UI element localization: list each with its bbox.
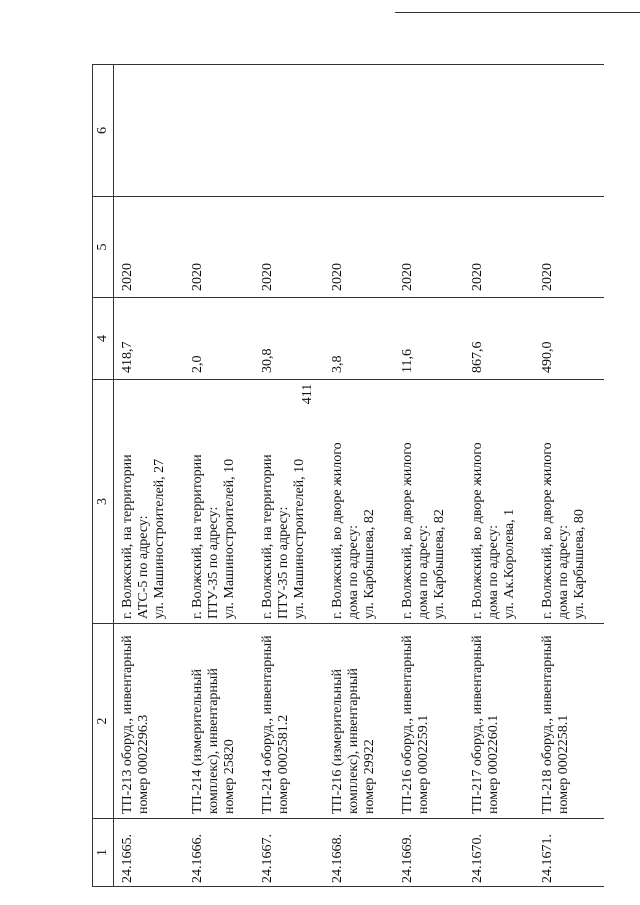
address-line: дома по адресу: — [555, 525, 571, 619]
year-cell: 2020 — [324, 197, 394, 298]
column-6-cell — [254, 65, 324, 197]
column-6-cell — [534, 65, 604, 197]
address-cell — [534, 380, 604, 624]
item-name-line: номер 0002259.1 — [415, 714, 431, 814]
row-number-cell: 24.1671. — [534, 819, 604, 887]
item-name-line: ТП-216 оборуд., инвентарный — [399, 635, 415, 814]
row-number-cell: 24.1667. — [254, 819, 324, 887]
address-line: г. Волжский, на территории — [259, 454, 275, 619]
header-cell-3: 3 — [93, 380, 114, 624]
item-name-line: ТП-216 (измерительный — [329, 669, 345, 814]
header-cell-2: 2 — [93, 624, 114, 819]
property-table — [92, 64, 604, 887]
item-name-line: ТП-218 оборуд., инвентарный — [539, 635, 555, 814]
address-line: ул. Машиностроителей, 27 — [152, 458, 167, 619]
item-name-line: номер 0002581.2 — [275, 714, 291, 814]
year-cell: 2020 — [534, 197, 604, 298]
item-name-line: комплекс), инвентарный — [345, 668, 361, 814]
address-cell — [394, 380, 464, 624]
column-6-cell — [464, 65, 534, 197]
address-line: ул. Карбышева, 80 — [571, 509, 587, 619]
year-cell: 2020 — [254, 197, 324, 298]
column-6-cell — [394, 65, 464, 197]
address-line: дома по адресу: — [485, 525, 501, 619]
item-name-line: ТП-214 оборуд., инвентарный — [259, 635, 275, 814]
value-cell: 11,6 — [394, 298, 464, 380]
header-cell-5: 5 — [93, 197, 114, 298]
item-name-cell — [324, 624, 394, 819]
table-row — [254, 65, 324, 887]
address-line: ПТУ-35 по адресу: — [275, 506, 291, 619]
page-number: 411 — [300, 383, 315, 405]
row-number-cell: 24.1666. — [184, 819, 254, 887]
table-body — [114, 65, 604, 887]
address-line: ул. Машиностроителей, 10 — [221, 458, 237, 619]
year-cell: 2020 — [184, 197, 254, 298]
item-name-line: ТП-213 оборуд., инвентарный — [120, 635, 135, 814]
address-line: г. Волжский, во дворе жилого — [399, 442, 415, 619]
address-line: ул. Карбышева, 82 — [361, 509, 377, 619]
address-cell — [114, 380, 184, 624]
header-cell-1: 1 — [93, 819, 114, 887]
value-cell: 418,7 — [114, 298, 184, 380]
address-line: г. Волжский, на территории — [120, 454, 135, 619]
address-cell — [324, 380, 394, 624]
header-cell-6: 6 — [93, 65, 114, 197]
item-name-cell — [114, 624, 184, 819]
row-number-cell: 24.1670. — [464, 819, 534, 887]
item-name-line: номер 0002258.1 — [555, 714, 571, 814]
year-cell: 2020 — [464, 197, 534, 298]
item-name-line: номер 0002296.3 — [136, 714, 151, 814]
top-rule — [395, 12, 640, 13]
item-name-line: номер 25820 — [221, 739, 237, 814]
item-name-cell — [254, 624, 324, 819]
row-number-cell: 24.1668. — [324, 819, 394, 887]
row-number-cell: 24.1669. — [394, 819, 464, 887]
row-number-cell: 24.1665. — [114, 819, 184, 887]
item-name-line: комплекс), инвентарный — [205, 668, 221, 814]
column-6-cell — [184, 65, 254, 197]
year-cell: 2020 — [114, 197, 184, 298]
address-line: г. Волжский, на территории — [189, 454, 205, 619]
value-cell: 867,6 — [464, 298, 534, 380]
table-row — [114, 65, 184, 887]
table-row — [184, 65, 254, 887]
item-name-cell — [184, 624, 254, 819]
item-name-cell — [394, 624, 464, 819]
address-cell — [464, 380, 534, 624]
address-line: АТС-5 по адресу: — [136, 515, 151, 619]
address-line: г. Волжский, во дворе жилого — [469, 442, 485, 619]
table-row — [324, 65, 394, 887]
item-name-line: ТП-214 (измерительный — [189, 669, 205, 814]
item-name-cell — [464, 624, 534, 819]
address-line: ул. Машиностроителей, 10 — [291, 458, 307, 619]
table-row — [534, 65, 604, 887]
value-cell: 2,0 — [184, 298, 254, 380]
item-name-line: номер 29922 — [361, 739, 377, 814]
item-name-line: номер 0002260.1 — [485, 714, 501, 814]
address-cell — [254, 380, 324, 624]
column-6-cell — [324, 65, 394, 197]
item-name-line: ТП-217 оборуд., инвентарный — [469, 635, 485, 814]
address-line: дома по адресу: — [345, 525, 361, 619]
header-row — [93, 65, 114, 887]
address-line: ул. Ак.Королева, 1 — [501, 508, 517, 619]
item-name-cell — [534, 624, 604, 819]
table-row — [464, 65, 534, 887]
value-cell: 490,0 — [534, 298, 604, 380]
rotated-table-container — [92, 65, 597, 887]
value-cell: 30,8 — [254, 298, 324, 380]
header-cell-4: 4 — [93, 298, 114, 380]
address-line: ул. Карбышева, 82 — [431, 509, 447, 619]
year-cell: 2020 — [394, 197, 464, 298]
address-line: г. Волжский, во дворе жилого — [539, 442, 555, 619]
address-line: г. Волжский, во дворе жилого — [329, 442, 345, 619]
address-cell — [184, 380, 254, 624]
value-cell: 3,8 — [324, 298, 394, 380]
address-line: дома по адресу: — [415, 525, 431, 619]
address-line: ПТУ-35 по адресу: — [205, 506, 221, 619]
table-row — [394, 65, 464, 887]
column-6-cell — [114, 65, 184, 197]
